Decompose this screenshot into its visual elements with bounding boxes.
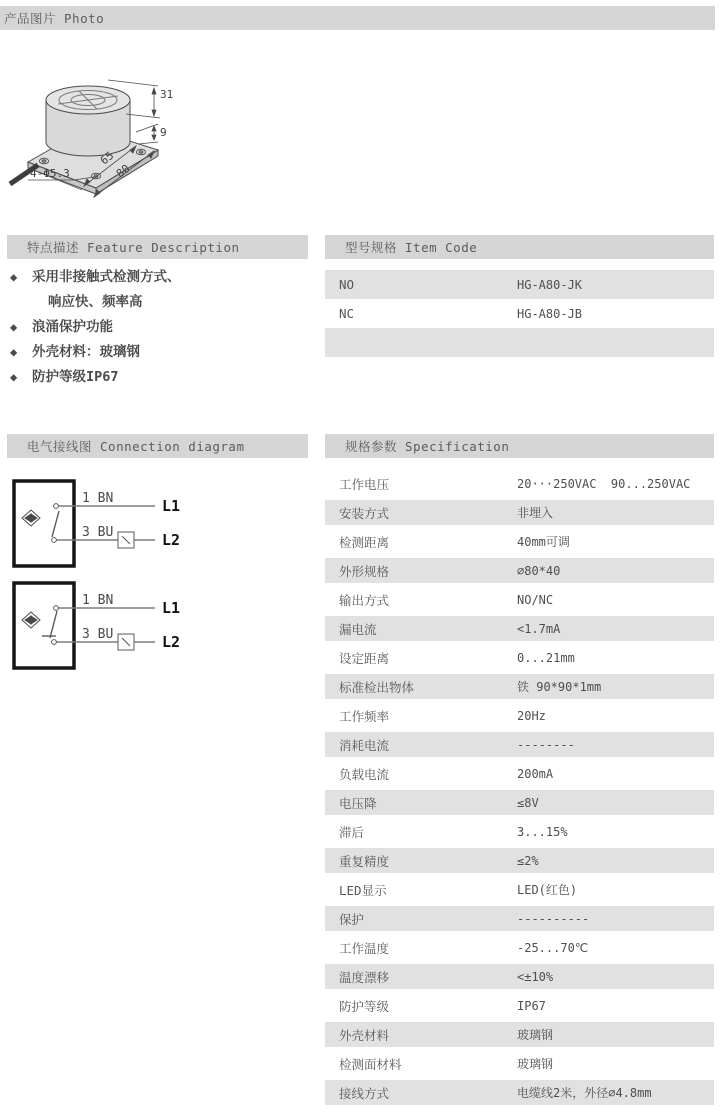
connection-diagram-nc [12, 580, 227, 675]
spec-param-label: 滞后 [339, 824, 365, 840]
spec-title-en: Specification [405, 438, 510, 454]
feature-item [10, 341, 310, 363]
spec-param-label: 电压降 [339, 795, 377, 811]
spec-table [325, 469, 714, 1107]
dim-inner-label: 65 [97, 148, 117, 168]
wire1-label: 1 BN [82, 593, 114, 608]
spec-param-value: 铁 90*90*1mm [517, 680, 602, 694]
connection-diagram-no [12, 478, 227, 573]
spec-row [325, 469, 714, 498]
spec-param-label: 检测距离 [339, 534, 390, 550]
spec-param-value: 20Hz [517, 708, 546, 723]
wire2-label: 3 BU [82, 627, 114, 642]
spec-row [325, 527, 714, 556]
spec-param-label: 安装方式 [339, 505, 390, 521]
spec-param-value: 3...15% [517, 824, 568, 839]
itemcode-value: HG-A80-JB [517, 306, 583, 321]
spec-row [325, 759, 714, 788]
feature-text: 响应快、频率高 [48, 294, 143, 310]
feature-item [10, 366, 310, 388]
spec-param-value: -25...70℃ [517, 940, 589, 955]
spec-param-label: 漏电流 [339, 621, 377, 637]
spec-param-value: 40mm可调 [517, 535, 570, 549]
switch-closed [50, 611, 57, 638]
spec-param-label: 输出方式 [339, 592, 390, 608]
dim-outer-label: 80 [113, 161, 133, 181]
spec-row [325, 585, 714, 614]
spec-param-value: 玻璃钢 [517, 1028, 554, 1042]
feature-section-header [7, 235, 308, 259]
spec-row [325, 991, 714, 1020]
spec-section-header [325, 434, 714, 458]
spec-row [325, 817, 714, 846]
photo-section-title-en: Photo [64, 10, 105, 26]
feature-text: 浪涌保护功能 [32, 319, 113, 335]
spec-param-label: 检测面材料 [339, 1056, 402, 1072]
itemcode-type: NC [339, 306, 355, 321]
itemcode-row [325, 299, 714, 328]
spec-row [325, 614, 714, 643]
feature-list [10, 266, 310, 391]
dim-holes-label: 4-Φ5.3 [30, 167, 70, 180]
spec-row [325, 672, 714, 701]
spec-param-value: ∅80*40 [517, 563, 561, 578]
spec-param-value: ≤8V [517, 795, 539, 810]
spec-param-value: <±10% [517, 969, 554, 984]
out1-label: L1 [162, 599, 181, 617]
spec-param-value: 电缆线2米，外径∅4.8mm [517, 1086, 652, 1100]
itemcode-title-en: Item Code [405, 239, 478, 255]
spec-row [325, 556, 714, 585]
diamond-bullet-icon: ◆ [10, 370, 18, 384]
spec-row [325, 1078, 714, 1107]
spec-title-zh: 规格参数 [345, 439, 398, 454]
spec-param-value: <1.7mA [517, 621, 561, 636]
itemcode-row [325, 270, 714, 299]
spec-param-label: LED显示 [339, 882, 387, 898]
spec-row [325, 701, 714, 730]
spec-param-label: 工作温度 [339, 940, 390, 956]
wire2-label: 3 BU [82, 525, 114, 540]
itemcode-value: HG-A80-JK [517, 277, 583, 292]
itemcode-section-header [325, 235, 714, 259]
spec-param-value: 0...21mm [517, 650, 575, 665]
spec-param-value: 玻璃钢 [517, 1057, 554, 1071]
spec-param-label: 标准检出物体 [339, 679, 415, 695]
spec-row [325, 962, 714, 991]
photo-section-header [0, 6, 715, 30]
spec-row [325, 904, 714, 933]
feature-item [10, 266, 310, 288]
spec-param-value: 20···250VAC 90...250VAC [517, 476, 691, 491]
feature-item [10, 291, 310, 313]
photo-section-title-zh: 产品图片 [4, 11, 57, 26]
feature-text: 外壳材料：玻璃钢 [32, 344, 140, 360]
spec-row [325, 498, 714, 527]
feature-text: 防护等级IP67 [32, 369, 119, 385]
spec-param-value: ≤2% [517, 853, 539, 868]
itemcode-title-zh: 型号规格 [345, 240, 398, 255]
switch-open [52, 511, 59, 537]
spec-param-value: -------- [517, 737, 575, 752]
sensor-box [14, 583, 74, 668]
spec-param-label: 工作电压 [339, 476, 390, 492]
spec-row [325, 643, 714, 672]
connection-title-en: Connection diagram [100, 438, 245, 454]
spec-row [325, 1049, 714, 1078]
spec-param-label: 重复精度 [339, 853, 390, 869]
spec-param-value: ---------- [517, 911, 590, 926]
spec-param-value: 200mA [517, 766, 554, 781]
sensor-box [14, 481, 74, 566]
out1-label: L1 [162, 497, 181, 515]
spec-param-label: 外形规格 [339, 563, 390, 579]
spec-row [325, 1020, 714, 1049]
spec-row [325, 933, 714, 962]
feature-text: 采用非接触式检测方式、 [32, 269, 181, 285]
spec-param-label: 温度漂移 [339, 969, 390, 985]
spec-param-label: 防护等级 [339, 998, 390, 1014]
itemcode-table [325, 270, 714, 357]
wire1-label: 1 BN [82, 491, 114, 506]
spec-row [325, 730, 714, 759]
spec-param-label: 消耗电流 [339, 737, 390, 753]
spec-param-label: 设定距离 [339, 650, 390, 666]
itemcode-type: NO [339, 277, 355, 292]
spec-param-value: 非埋入 [517, 506, 554, 520]
diamond-bullet-icon: ◆ [10, 270, 18, 284]
spec-param-value: IP67 [517, 998, 546, 1013]
feature-title-zh: 特点描述 [27, 240, 80, 255]
dim-flange-label: 9 [160, 126, 167, 139]
itemcode-row [325, 328, 714, 357]
spec-param-label: 负载电流 [339, 766, 390, 782]
spec-row [325, 788, 714, 817]
diamond-bullet-icon: ◆ [10, 320, 18, 334]
spec-param-value: LED(红色) [517, 883, 578, 897]
product-drawing [8, 62, 218, 204]
out2-label: L2 [162, 531, 181, 549]
feature-item [10, 316, 310, 338]
dim-height-label: 31 [160, 88, 174, 101]
feature-title-en: Feature Description [87, 239, 240, 255]
connection-section-header [7, 434, 308, 458]
spec-param-label: 保护 [339, 911, 365, 927]
spec-param-label: 外壳材料 [339, 1027, 390, 1043]
spec-row [325, 846, 714, 875]
spec-param-label: 工作频率 [339, 708, 390, 724]
diamond-bullet-icon [10, 291, 32, 313]
connection-title-zh: 电气接线图 [27, 439, 93, 454]
spec-param-label: 接线方式 [339, 1085, 390, 1101]
spec-row [325, 875, 714, 904]
diamond-bullet-icon: ◆ [10, 345, 18, 359]
spec-param-value: NO/NC [517, 592, 554, 607]
out2-label: L2 [162, 633, 181, 651]
